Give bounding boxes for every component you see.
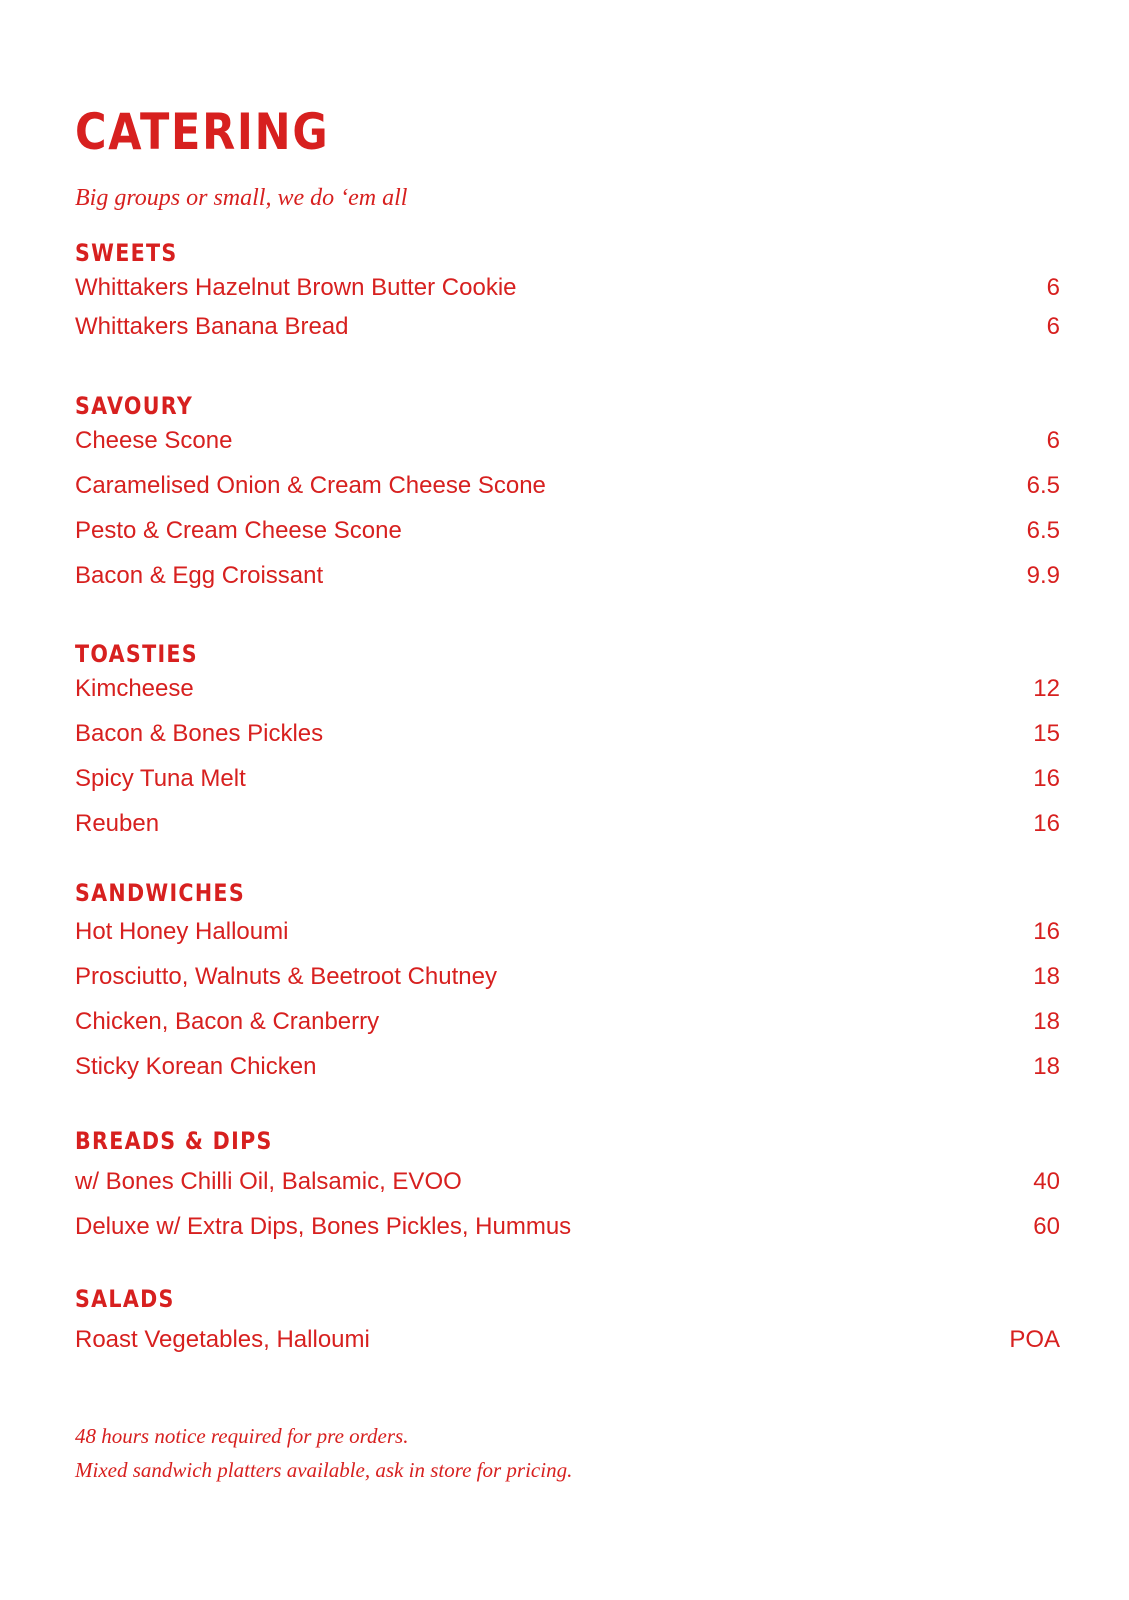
menu-item-name: Chicken, Bacon & Cranberry	[75, 1008, 380, 1035]
menu-item-name: Sticky Korean Chicken	[75, 1053, 317, 1080]
menu-item	[75, 1325, 1060, 1355]
menu-item-price: POA	[1009, 1326, 1060, 1353]
menu-item-name: Prosciutto, Walnuts & Beetroot Chutney	[75, 963, 497, 990]
menu-item-name: Bacon & Bones Pickles	[75, 720, 324, 747]
menu-item	[75, 764, 1060, 794]
page-tagline: Big groups or small, we do ‘em all	[75, 185, 408, 211]
menu-item-price: 16	[1033, 765, 1060, 792]
menu-item	[75, 809, 1060, 839]
menu-item	[75, 917, 1060, 947]
section-toasties	[75, 639, 1060, 839]
menu-item-price: 18	[1033, 963, 1060, 990]
section-heading: TOASTIES	[75, 640, 198, 668]
menu-item	[75, 516, 1060, 546]
section-heading: BREADS & DIPS	[75, 1127, 273, 1155]
menu-item-price: 6	[1046, 313, 1060, 340]
menu-item-name: Whittakers Banana Bread	[75, 313, 349, 340]
menu-item	[75, 719, 1060, 749]
footer-notes	[75, 1419, 572, 1487]
menu-item-price: 18	[1033, 1053, 1060, 1080]
menu-item-price: 6.5	[1026, 517, 1060, 544]
footer-note: 48 hours notice required for pre orders.	[75, 1424, 409, 1448]
menu-item-price: 40	[1033, 1168, 1060, 1195]
footer-note: Mixed sandwich platters available, ask in store for pricing.	[75, 1458, 573, 1482]
menu-item	[75, 273, 1060, 303]
menu-item-price: 9.9	[1026, 562, 1060, 589]
section-sandwiches	[75, 878, 1060, 1082]
menu-item-name: Bacon & Egg Croissant	[75, 562, 324, 589]
menu-item-price: 6.5	[1026, 472, 1060, 499]
menu-item-price: 16	[1033, 918, 1060, 945]
menu-item-price: 60	[1033, 1213, 1060, 1240]
menu-item	[75, 561, 1060, 591]
menu-item-name: Spicy Tuna Melt	[75, 765, 246, 792]
menu-item	[75, 674, 1060, 704]
menu-item	[75, 962, 1060, 992]
menu-item-name: w/ Bones Chilli Oil, Balsamic, EVOO	[75, 1168, 462, 1195]
page-title: CATERING	[75, 103, 330, 161]
menu-item	[75, 1167, 1060, 1197]
menu-item	[75, 1007, 1060, 1037]
menu-item-price: 15	[1033, 720, 1060, 747]
menu-item-name: Pesto & Cream Cheese Scone	[75, 517, 402, 544]
section-sweets	[75, 238, 1060, 342]
menu-item-name: Deluxe w/ Extra Dips, Bones Pickles, Hummus	[75, 1213, 572, 1240]
menu-item-name: Caramelised Onion & Cream Cheese Scone	[75, 472, 546, 499]
menu-item-price: 6	[1046, 274, 1060, 301]
menu-item	[75, 312, 1060, 342]
menu-item	[75, 1052, 1060, 1082]
menu-item-name: Whittakers Hazelnut Brown Butter Cookie	[75, 274, 517, 301]
menu-item-price: 18	[1033, 1008, 1060, 1035]
menu-item-name: Kimcheese	[75, 675, 194, 702]
menu-item-price: 16	[1033, 810, 1060, 837]
section-salads	[75, 1284, 1060, 1355]
menu-item	[75, 426, 1060, 456]
menu-item-price: 6	[1046, 427, 1060, 454]
section-heading: SALADS	[75, 1285, 175, 1313]
menu-item	[75, 1212, 1060, 1242]
section-breads-dips	[75, 1126, 1060, 1242]
menu-item	[75, 471, 1060, 501]
section-heading: SANDWICHES	[75, 879, 245, 907]
menu-item-name: Cheese Scone	[75, 427, 233, 454]
menu-item-name: Reuben	[75, 810, 160, 837]
menu-item-name: Roast Vegetables, Halloumi	[75, 1326, 370, 1353]
menu-item-price: 12	[1033, 675, 1060, 702]
section-heading: SAVOURY	[75, 392, 194, 420]
section-savoury	[75, 391, 1060, 591]
section-heading: SWEETS	[75, 239, 178, 267]
menu-item-name: Hot Honey Halloumi	[75, 918, 289, 945]
